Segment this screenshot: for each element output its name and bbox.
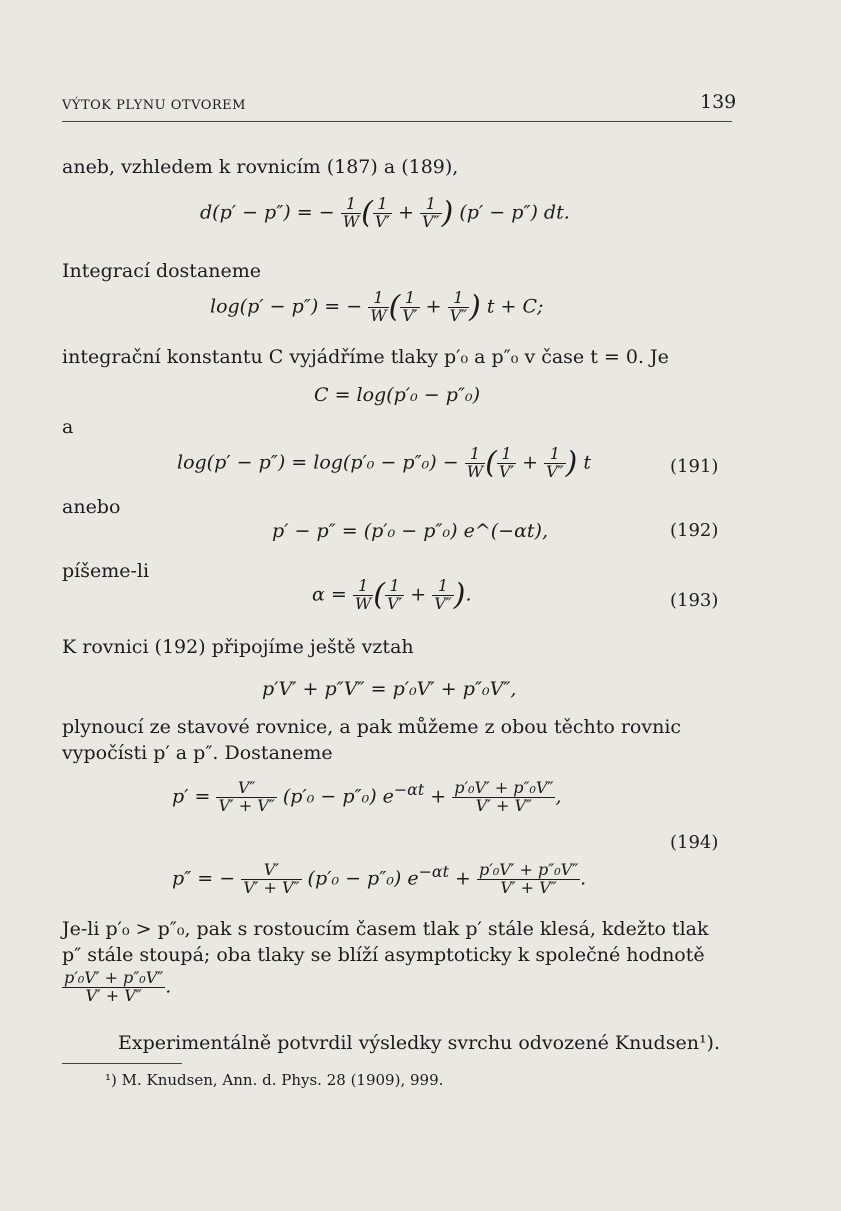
equation-number-192: (192)	[670, 520, 719, 541]
running-header: VÝTOK PLYNU OTVOREM	[62, 98, 246, 113]
text-line-3: integrační konstantu C vyjádříme tlaky p′₀ a p″₀ v čase t = 0. Je	[62, 346, 669, 368]
text-line-1: aneb, vzhledem k rovnicím (187) a (189),	[62, 156, 459, 178]
equation-constant: C = log(p′₀ − p″₀)	[314, 384, 481, 406]
equation-191: log(p′ − p″) = log(p′₀ − p″₀) − $\frac{1}{W}$ ( $\frac{1}{V'}$ + $\frac{1}{V''}$ ) t	[177, 444, 592, 481]
text-line-2: Integrací dostaneme	[62, 260, 262, 282]
text-line-7: K rovnici (192) připojíme ještě vztah	[62, 636, 414, 658]
equation-number-191: (191)	[670, 456, 719, 477]
page-number: 139	[700, 91, 737, 113]
text-line-4: a	[62, 416, 74, 438]
header-rule	[62, 121, 732, 122]
equation-number-193: (193)	[670, 590, 719, 611]
equation-differential: d(p′ − p″) = − $\frac{1}{W}$ ( $\frac{1}{V'}$ + $\frac{1}{V''}$ ) (p′ − p″) dt.	[200, 194, 570, 231]
text-line-10: Je-li p′₀ > p″₀, pak s rostoucím časem tlak p′ stále klesá, kdežto tlak	[62, 918, 709, 940]
text-line-6: píšeme-li	[62, 560, 150, 582]
equation-193: α = $\frac{1}{W}$ ( $\frac{1}{V'}$ + $\frac{1}{V''}$ ).	[312, 576, 472, 613]
equation-limit-value: $\frac{\text{p′₀V′ + p″₀V″}}{V' + V''}$ .	[64, 968, 172, 1005]
text-line-5: anebo	[62, 496, 121, 518]
equation-194-first: p′ = $\frac{V''}{V' + V''}$ (p′₀ − p″₀) $e^{-\alpha t}$ + $\frac{\text{p′₀V′ + p″₀V″}}{V' + V''}$ ,	[172, 778, 562, 815]
equation-192: p′ − p″ = (p′₀ − p″₀) e^(−αt),	[272, 520, 548, 542]
equation-integrated: log(p′ − p″) = − $\frac{1}{W}$ ( $\frac{1}{V'}$ + $\frac{1}{V''}$ ) t + C;	[210, 288, 544, 325]
equation-194-second: p″ = − $\frac{V'}{V' + V''}$ (p′₀ − p″₀) $e^{-\alpha t}$ + $\frac{\text{p′₀V′ + p″₀V″}}{V' + V''}$ .	[172, 860, 587, 897]
equation-number-194: (194)	[670, 832, 719, 853]
text-line-9: vypočísti p′ a p″. Dostaneme	[62, 742, 333, 764]
equation-state-relation: p′V′ + p″V″ = p′₀V′ + p″₀V″,	[262, 678, 517, 700]
text-line-11: p″ stále stoupá; oba tlaky se blíží asymptoticky k společné hodnotě	[62, 944, 705, 966]
footnote: ¹) M. Knudsen, Ann. d. Phys. 28 (1909), 999.	[105, 1071, 444, 1089]
footnote-rule	[62, 1063, 182, 1064]
text-line-12: Experimentálně potvrdil výsledky svrchu odvozené Knudsen¹).	[118, 1032, 721, 1054]
text-line-8: plynoucí ze stavové rovnice, a pak můžeme z obou těchto rovnic	[62, 716, 682, 738]
